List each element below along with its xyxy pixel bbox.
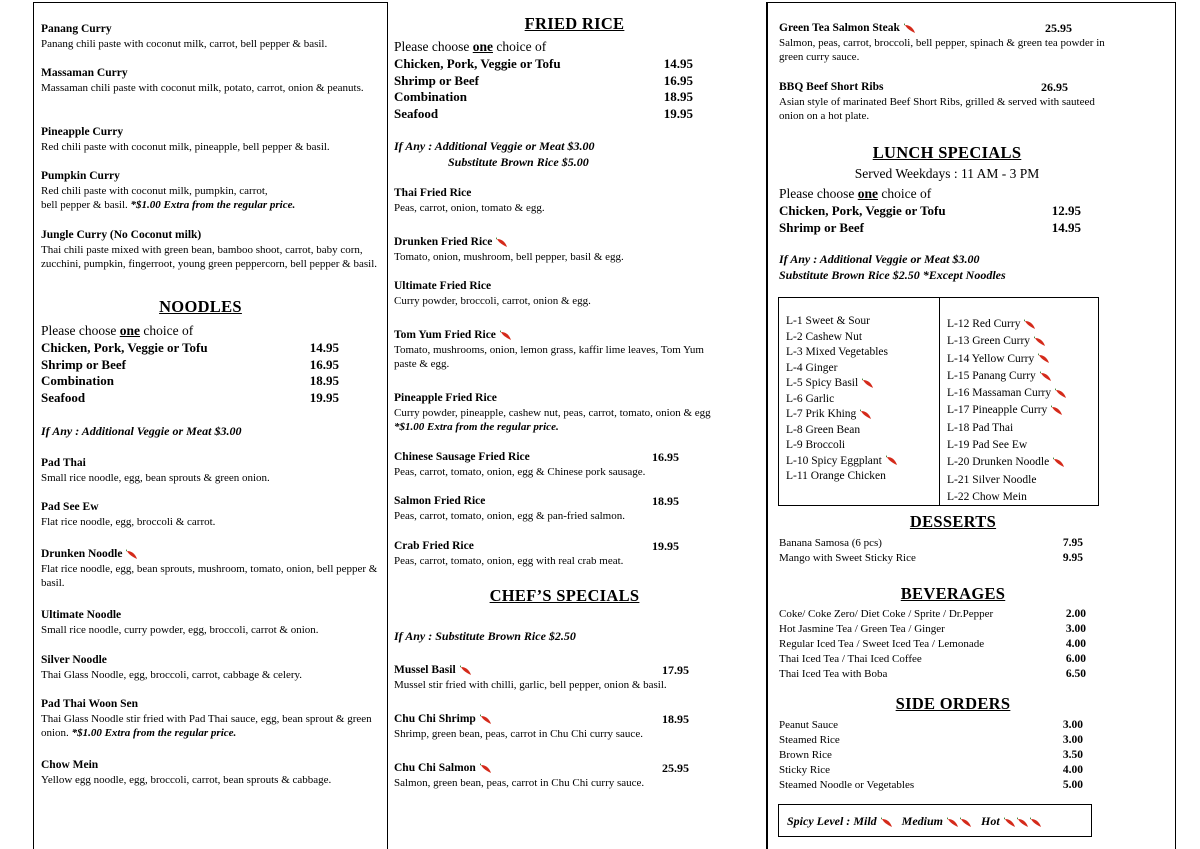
item-desc: Asian style of marinated Beef Short Ribs, grilled & served with sauteed onion on a hot plate. bbox=[779, 95, 1095, 122]
item-name: Massaman Curry bbox=[41, 67, 128, 79]
chili-icon bbox=[1040, 371, 1052, 382]
chili-icon bbox=[1030, 817, 1042, 828]
chili-icon bbox=[480, 763, 492, 774]
chili-icon bbox=[480, 714, 492, 725]
item-name: Chinese Sausage Fried Rice bbox=[394, 451, 530, 463]
menu-item bbox=[41, 228, 381, 272]
item-name-suffix: (No Coconut milk) bbox=[109, 229, 202, 241]
menu-item bbox=[394, 391, 714, 435]
item-name: Pineapple Curry bbox=[41, 126, 124, 138]
item-price: 17.95 bbox=[662, 663, 689, 677]
item-desc: Thai Glass Noodle, egg, broccoli, carrot, cabbage & celery. bbox=[41, 668, 303, 681]
item-desc: bell pepper & basil. bbox=[41, 199, 128, 211]
choose-one-text: Please choose one choice of bbox=[779, 186, 932, 201]
list-item: L-19 Pad See Ew bbox=[947, 439, 1028, 452]
item-desc: Tomato, mushrooms, onion, lemon grass, kaffir lime leaves, Tom Yum paste & egg. bbox=[394, 343, 704, 370]
item-price: 25.95 bbox=[1045, 21, 1072, 35]
item-name: Thai Fried Rice bbox=[394, 187, 472, 199]
list-item: L-11 Orange Chicken bbox=[786, 470, 886, 482]
item-name: Crab Fried Rice bbox=[394, 540, 474, 552]
choose-one-text: Please choose one choice of bbox=[394, 39, 547, 54]
menu-item bbox=[394, 328, 714, 372]
lunch-options-right bbox=[947, 316, 1067, 506]
price-row: Seafood 19.95 bbox=[41, 389, 339, 405]
spicy-mild-label: Mild bbox=[853, 814, 877, 828]
list-item: L-21 Silver Noodle bbox=[947, 473, 1037, 486]
item-desc: Peas, carrot, tomato, onion, egg & pan-fried salmon. bbox=[394, 509, 625, 522]
spicy-medium-label: Medium bbox=[901, 814, 943, 828]
chili-icon bbox=[862, 378, 874, 389]
item-desc: Small rice noodle, curry powder, egg, broccoli, carrot & onion. bbox=[41, 623, 319, 636]
extra-price-note: *$1.00 Extra from the regular price. bbox=[394, 421, 559, 433]
menu-item bbox=[394, 761, 762, 790]
menu-item bbox=[41, 22, 381, 51]
chili-icon bbox=[886, 455, 898, 466]
item-desc: Peas, carrot, tomato, onion, egg with real crab meat. bbox=[394, 554, 624, 567]
table-row: Regular Iced Tea / Sweet Iced Tea / Lemonade 4.00 bbox=[779, 638, 1086, 650]
list-item: L-22 Chow Mein bbox=[947, 490, 1027, 503]
item-name: Pumpkin Curry bbox=[41, 170, 120, 182]
table-row: Hot Jasmine Tea / Green Tea / Ginger 3.00 bbox=[779, 623, 1086, 635]
list-item: L-18 Pad Thai bbox=[947, 421, 1014, 434]
menu-item bbox=[41, 169, 381, 213]
table-row: Mango with Sweet Sticky Rice 9.95 bbox=[779, 552, 1083, 564]
menu-item bbox=[41, 125, 381, 154]
menu-item bbox=[41, 653, 381, 682]
price-row: Seafood 19.95 bbox=[394, 105, 693, 121]
extra-price-note: *$1.00 Extra from the regular price. bbox=[71, 727, 237, 739]
table-row: Steamed Noodle or Vegetables 5.00 bbox=[779, 779, 1083, 791]
chili-icon bbox=[1024, 319, 1036, 330]
section-heading-desserts: DESSERTS bbox=[909, 512, 997, 531]
item-price: 25.95 bbox=[662, 761, 689, 775]
table-row: Brown Rice 3.50 bbox=[779, 749, 1083, 761]
list-item: L-9 Broccoli bbox=[786, 439, 846, 451]
item-desc: Red chili paste with coconut milk, pineapple, bell pepper & basil. bbox=[41, 140, 330, 153]
chili-icon bbox=[1034, 336, 1046, 347]
section-heading-chefs-specials: CHEF’S SPECIALS bbox=[489, 586, 640, 605]
price-row: Combination 18.95 bbox=[41, 373, 339, 388]
item-name: Salmon Fried Rice bbox=[394, 495, 486, 507]
list-item: L-12 Red Curry bbox=[947, 316, 1067, 333]
list-item: L-7 Prik Khing bbox=[786, 407, 898, 423]
menu-item bbox=[41, 697, 381, 741]
chili-icon bbox=[1004, 817, 1016, 828]
rice-price-table bbox=[394, 56, 693, 122]
menu-item bbox=[394, 279, 762, 308]
extra-price-note: *$1.00 Extra from the regular price. bbox=[130, 199, 296, 211]
item-name: Pad See Ew bbox=[41, 501, 99, 513]
list-item: L-14 Yellow Curry bbox=[947, 351, 1067, 368]
item-name: Chow Mein bbox=[41, 759, 99, 771]
chef-brown-note: If Any : Substitute Brown Rice $2.50 bbox=[394, 629, 576, 643]
menu-item bbox=[41, 547, 381, 591]
table-row: Sticky Rice 4.00 bbox=[779, 764, 1083, 776]
chili-icon bbox=[1053, 457, 1065, 468]
item-desc: Massaman chili paste with coconut milk, potato, carrot, onion & peanuts. bbox=[41, 81, 364, 94]
section-heading-beverages: BEVERAGES bbox=[900, 584, 1006, 603]
beverages-table bbox=[779, 607, 1086, 682]
price-row: Shrimp or Beef 16.95 bbox=[41, 356, 339, 372]
item-name: BBQ Beef Short Ribs bbox=[779, 81, 884, 93]
lunch-price-table bbox=[779, 203, 1081, 236]
item-desc: Thai chili paste mixed with green bean, bamboo shoot, carrot, baby corn, zucchini, pumpkin, fingerroot, young green peppercorn, bell pepper & basil. bbox=[41, 243, 378, 270]
list-item: L-1 Sweet & Sour bbox=[786, 315, 871, 327]
item-desc: Small rice noodle, egg, bean sprouts & green onion. bbox=[41, 471, 270, 484]
item-name: Pineapple Fried Rice bbox=[394, 392, 497, 404]
noodle-add-note: If Any : Additional Veggie or Meat $3.00 bbox=[41, 424, 242, 438]
chili-icon bbox=[126, 549, 138, 560]
menu-item bbox=[779, 80, 1119, 124]
price-row: Chicken, Pork, Veggie or Tofu 14.95 bbox=[41, 340, 339, 355]
item-name: Silver Noodle bbox=[41, 654, 107, 666]
chili-icon bbox=[1051, 405, 1063, 416]
menu-item bbox=[394, 186, 762, 215]
choose-one-text: Please choose one choice of bbox=[41, 323, 194, 338]
item-desc: Panang chili paste with coconut milk, carrot, bell pepper & basil. bbox=[41, 37, 328, 50]
item-desc: Flat rice noodle, egg, bean sprouts, mushroom, tomato, onion, bell pepper & basil. bbox=[41, 562, 378, 589]
price-row: Shrimp or Beef 16.95 bbox=[394, 72, 693, 88]
item-desc: Mussel stir fried with chilli, garlic, bell pepper, onion & basil. bbox=[394, 678, 667, 691]
table-row: Thai Iced Tea / Thai Iced Coffee 6.00 bbox=[779, 653, 1086, 665]
section-heading-noodles: NOODLES bbox=[159, 297, 242, 316]
list-item: L-2 Cashew Nut bbox=[786, 330, 863, 343]
item-name: Panang Curry bbox=[41, 23, 112, 35]
list-item: L-5 Spicy Basil bbox=[786, 376, 898, 392]
item-desc: Peas, carrot, tomato, onion, egg & Chinese pork sausage. bbox=[394, 465, 646, 478]
rice-brown-note: Substitute Brown Rice $5.00 bbox=[448, 155, 589, 169]
rice-add-note: If Any : Additional Veggie or Meat $3.00 bbox=[394, 139, 595, 153]
box-divider bbox=[939, 298, 940, 505]
item-price: 18.95 bbox=[652, 494, 679, 508]
item-desc: Tomato, onion, mushroom, bell pepper, basil & egg. bbox=[394, 250, 624, 263]
lunch-options-box bbox=[778, 297, 1099, 506]
section-heading-lunch-specials: LUNCH SPECIALS bbox=[872, 143, 1022, 162]
menu-item bbox=[394, 663, 762, 692]
item-desc: Red chili paste with coconut milk, pumpkin, carrot, bbox=[41, 184, 268, 197]
list-item: L-3 Mixed Vegetables bbox=[786, 346, 888, 358]
item-desc: Shrimp, green bean, peas, carrot in Chu Chi curry sauce. bbox=[394, 727, 643, 740]
menu-item bbox=[41, 66, 381, 95]
item-desc: Yellow egg noodle, egg, broccoli, carrot, bean sprouts & cabbage. bbox=[41, 773, 332, 786]
menu-item bbox=[41, 608, 381, 637]
side-orders-table bbox=[779, 718, 1083, 793]
item-name: Chu Chi Shrimp bbox=[394, 713, 476, 725]
item-name: Chu Chi Salmon bbox=[394, 762, 476, 774]
section-heading-fried-rice: FRIED RICE bbox=[524, 14, 625, 33]
list-item: L-6 Garlic bbox=[786, 392, 835, 405]
item-name: Pad Thai Woon Sen bbox=[41, 698, 139, 710]
list-item: L-10 Spicy Eggplant bbox=[786, 454, 898, 470]
item-desc: Curry powder, pineapple, cashew nut, peas, carrot, tomato, onion & egg bbox=[394, 406, 711, 419]
item-name: Ultimate Noodle bbox=[41, 609, 122, 621]
list-item: L-13 Green Curry bbox=[947, 333, 1067, 350]
item-price: 18.95 bbox=[662, 712, 689, 726]
menu-item bbox=[394, 450, 762, 479]
menu-item bbox=[394, 712, 762, 741]
item-name: Pad Thai bbox=[41, 457, 86, 469]
item-name: Tom Yum Fried Rice bbox=[394, 329, 496, 341]
list-item: L-20 Drunken Noodle bbox=[947, 454, 1067, 471]
list-item: L-4 Ginger bbox=[786, 361, 838, 374]
price-row: Combination 18.95 bbox=[394, 89, 693, 104]
list-item: L-15 Panang Curry bbox=[947, 368, 1067, 385]
item-price: 26.95 bbox=[1041, 80, 1068, 94]
chili-icon bbox=[1038, 353, 1050, 364]
item-name: Mussel Basil bbox=[394, 664, 456, 676]
item-desc: Curry powder, broccoli, carrot, onion & egg. bbox=[394, 294, 591, 307]
chili-icon bbox=[1017, 817, 1029, 828]
item-name: Drunken Noodle bbox=[41, 548, 123, 560]
list-item: L-17 Pineapple Curry bbox=[947, 402, 1067, 419]
lunch-served-time: Served Weekdays : 11 AM - 3 PM bbox=[854, 166, 1040, 181]
spicy-level-label: Spicy Level : bbox=[787, 814, 851, 828]
item-name: Drunken Fried Rice bbox=[394, 236, 493, 248]
noodle-price-table bbox=[41, 340, 339, 406]
item-desc: Peas, carrot, onion, tomato & egg. bbox=[394, 201, 545, 214]
menu-item bbox=[41, 456, 381, 485]
item-name: Jungle Curry bbox=[41, 229, 108, 241]
chili-icon bbox=[500, 330, 512, 341]
menu-item bbox=[394, 539, 762, 568]
list-item: L-8 Green Bean bbox=[786, 423, 861, 436]
chili-icon bbox=[460, 665, 472, 676]
item-price: 16.95 bbox=[652, 450, 679, 464]
chili-icon bbox=[860, 409, 872, 420]
chili-icon bbox=[904, 23, 916, 34]
lunch-brown-note: Substitute Brown Rice $2.50 *Except Noodles bbox=[779, 268, 1006, 282]
lunch-add-note: If Any : Additional Veggie or Meat $3.00 bbox=[779, 252, 980, 266]
table-row: Coke/ Coke Zero/ Diet Coke / Sprite / Dr.Pepper 2.00 bbox=[779, 608, 1086, 620]
item-name: Ultimate Fried Rice bbox=[394, 280, 492, 292]
menu-item bbox=[41, 758, 386, 787]
lunch-options-left bbox=[786, 314, 898, 485]
menu-item bbox=[394, 494, 762, 523]
chili-icon bbox=[1055, 388, 1067, 399]
menu-item bbox=[394, 235, 762, 264]
chili-icon bbox=[881, 817, 893, 828]
chili-icon bbox=[496, 237, 508, 248]
list-item: L-16 Massaman Curry bbox=[947, 385, 1067, 402]
item-desc: Salmon, green bean, peas, carrot in Chu Chi curry sauce. bbox=[394, 776, 645, 789]
item-price: 19.95 bbox=[652, 539, 679, 553]
price-row: Chicken, Pork, Veggie or Tofu 14.95 bbox=[394, 56, 693, 71]
item-desc: Thai Glass Noodle stir fried with Pad Thai sauce, egg, bean sprout & green onion. bbox=[41, 712, 372, 739]
section-heading-side-orders: SIDE ORDERS bbox=[895, 694, 1011, 713]
item-desc: Flat rice noodle, egg, broccoli & carrot. bbox=[41, 515, 216, 528]
price-row: Shrimp or Beef 14.95 bbox=[779, 219, 1081, 235]
table-row: Peanut Sauce 3.00 bbox=[779, 719, 1083, 731]
spicy-level-legend bbox=[778, 804, 1092, 837]
table-row: Thai Iced Tea with Boba 6.50 bbox=[779, 668, 1086, 680]
chili-icon bbox=[947, 817, 959, 828]
item-desc: Salmon, peas, carrot, broccoli, bell pepper, spinach & green tea powder in green curry sauce. bbox=[779, 36, 1105, 63]
price-row: Chicken, Pork, Veggie or Tofu 12.95 bbox=[779, 203, 1081, 218]
table-row: Steamed Rice 3.00 bbox=[779, 734, 1083, 746]
item-name: Green Tea Salmon Steak bbox=[779, 22, 900, 34]
table-row: Banana Samosa (6 pcs) 7.95 bbox=[779, 537, 1083, 549]
spicy-hot-label: Hot bbox=[981, 814, 1000, 828]
menu-item bbox=[41, 500, 381, 529]
desserts-table bbox=[779, 536, 1083, 566]
chili-icon bbox=[960, 817, 972, 828]
